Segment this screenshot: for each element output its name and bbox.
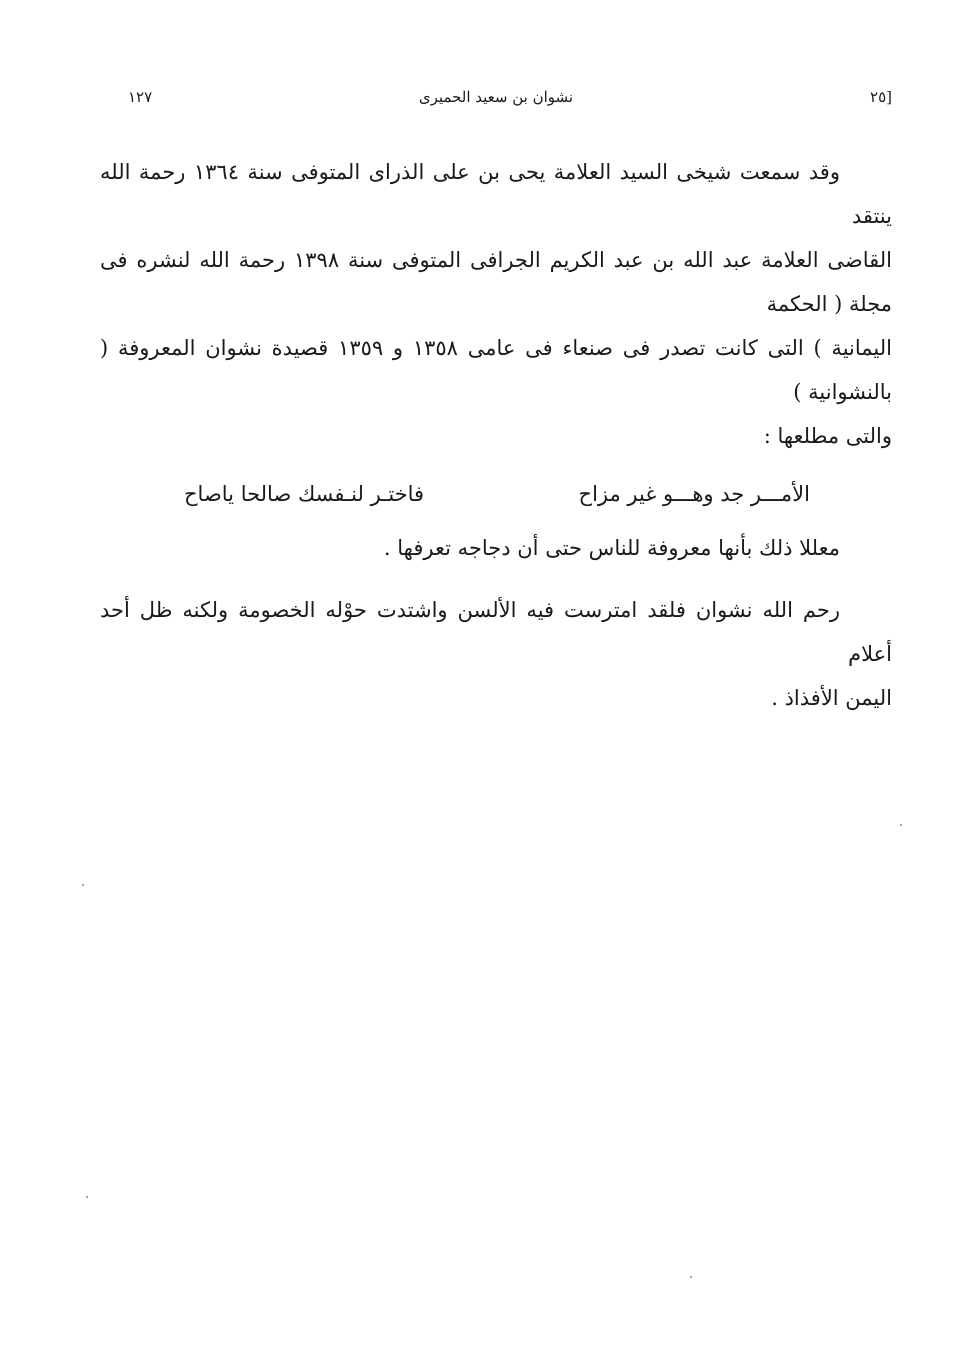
paragraph-2: معللا ذلك بأنها معروفة للناس حتى أن دجاجه تعرفها .	[383, 536, 840, 560]
page-header	[100, 88, 892, 116]
paragraph-1	[100, 150, 892, 458]
page-reference-marker: [٢٥	[870, 88, 892, 106]
paragraph-3	[100, 588, 892, 720]
paragraph-1-line-4: والتى مطلعها :	[763, 424, 892, 448]
verse-second-hemistich: فاختـر لنـفسك صالحا ياصاح	[184, 482, 425, 506]
poem-verse	[100, 472, 892, 516]
body-text	[100, 150, 892, 720]
scan-speck	[900, 824, 902, 826]
scan-speck	[86, 1196, 88, 1198]
paragraph-3-line-2: اليمن الأفذاذ .	[771, 686, 892, 710]
scan-speck	[690, 1276, 692, 1278]
scan-speck	[82, 884, 84, 886]
paragraph-1-line-2: القاضى العلامة عبد الله بن عبد الكريم الجرافى المتوفى سنة ١٣٩٨ رحمة الله لنشره فى مجلة ( الحكمة	[100, 248, 892, 316]
running-title: نشوان بن سعيد الحميرى	[418, 88, 574, 106]
verse-first-hemistich: الأمـــر جد وهـــو غير مزاح	[578, 482, 810, 506]
paragraph-1-line-3: اليمانية ) التى كانت تصدر فى صنعاء فى عامى ١٣٥٨ و ١٣٥٩ قصيدة نشوان المعروفة ( بالنشوانية )	[100, 336, 892, 404]
page-number: ١٢٧	[128, 88, 153, 106]
paragraph-3-line-1: رحم الله نشوان فلقد امترست فيه الألسن واشتدت حوْله الخصومة ولكنه ظل أحد أعلام	[100, 598, 892, 666]
paragraph-1-line-1: وقد سمعت شيخى السيد العلامة يحى بن على الذراى المتوفى سنة ١٣٦٤ رحمة الله ينتقد	[100, 160, 892, 228]
